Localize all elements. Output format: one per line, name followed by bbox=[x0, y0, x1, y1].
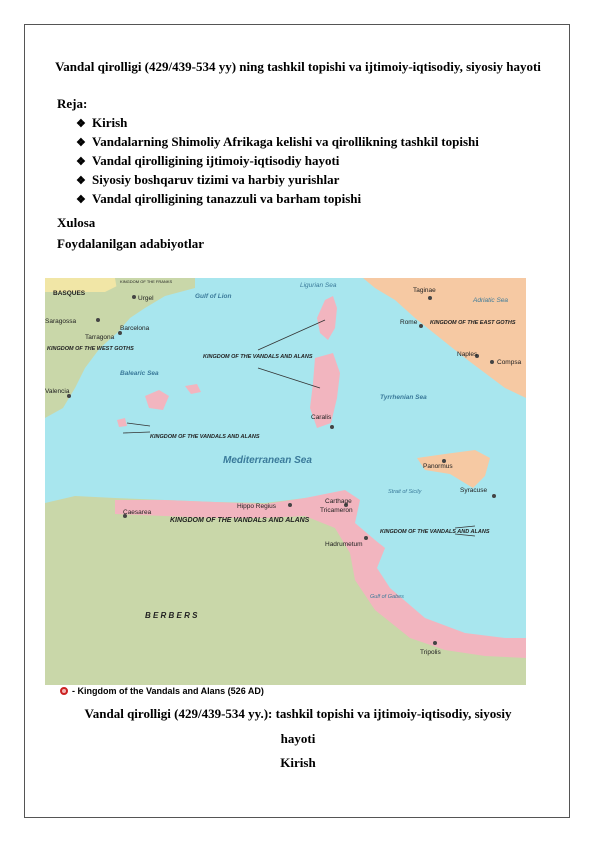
map-label-mediterranean: Mediterranean Sea bbox=[223, 455, 312, 466]
map-label-rome: Rome bbox=[400, 319, 418, 326]
map-label-panormus: Panormus bbox=[423, 463, 453, 470]
map-label-west-goths: KINGDOM OF THE WEST GOTHS bbox=[47, 346, 134, 352]
conclusion-label: Xulosa bbox=[57, 215, 96, 230]
diamond-bullet-icon: ❖ bbox=[76, 137, 86, 149]
map-label-naples: Naples bbox=[457, 351, 478, 358]
plan-item: ❖ Vandal qirolligining tanazzuli va barham topishi bbox=[76, 189, 479, 208]
diamond-bullet-icon: ❖ bbox=[76, 175, 86, 187]
plan-label: Reja: bbox=[57, 96, 88, 111]
map-label-compsa: Compsa bbox=[497, 359, 522, 366]
plan-item: ❖ Vandalarning Shimoliy Afrikaga kelishi va qirollikning tashkil topishi bbox=[76, 132, 479, 151]
historical-map bbox=[45, 278, 526, 685]
map-label-valencia: Valencia bbox=[45, 388, 70, 395]
map-label-balearic-sea: Balearic Sea bbox=[120, 370, 159, 377]
map-label-adriatic-sea: Adriatic Sea bbox=[473, 297, 509, 304]
map-label-syracuse: Syracuse bbox=[460, 487, 488, 494]
diamond-bullet-icon: ❖ bbox=[76, 156, 86, 168]
plan-item: ❖ Siyosiy boshqaruv tizimi va harbiy yurishlar bbox=[76, 170, 479, 189]
map-label-caesarea: Caesarea bbox=[123, 509, 152, 516]
map-label-kingdom-3: KINGDOM OF THE VANDALS AND ALANS bbox=[380, 529, 490, 535]
map-label-saragossa: Saragossa bbox=[45, 318, 77, 325]
map-label-tarragona: Tarragona bbox=[85, 334, 115, 341]
plan-item: ❖ Kirish bbox=[76, 113, 479, 132]
map-label-urgel: Urgel bbox=[138, 295, 154, 302]
map-label-carthage: Carthage bbox=[325, 498, 352, 505]
caption-line-2: hayoti bbox=[280, 731, 316, 746]
map-label-strait-sicily: Strait of Sicily bbox=[388, 489, 422, 495]
section-heading: Kirish bbox=[280, 755, 316, 770]
legend-circle-icon bbox=[60, 687, 68, 695]
map-label-east-goths: KINGDOM OF THE EAST GOTHS bbox=[430, 320, 516, 326]
map-label-tyrrhenian-sea: Tyrrhenian Sea bbox=[380, 394, 427, 401]
map-label-kingdom-2: KINGDOM OF THE VANDALS AND ALANS bbox=[150, 434, 260, 440]
map-label-ligurian-sea: Ligurian Sea bbox=[300, 282, 337, 289]
references-label: Foydalanilgan adabiyotlar bbox=[57, 236, 204, 251]
diamond-bullet-icon: ❖ bbox=[76, 194, 86, 206]
map-label-taginae: Taginae bbox=[413, 287, 436, 294]
diamond-bullet-icon: ❖ bbox=[76, 118, 86, 130]
map-label-franks: KINGDOM OF THE FRANKS bbox=[120, 279, 173, 284]
map-label-kingdom-main: KINGDOM OF THE VANDALS AND ALANS bbox=[170, 517, 310, 524]
map-legend bbox=[60, 686, 264, 696]
map-label-caralis: Caralis bbox=[311, 414, 332, 421]
map-label-gulf-lion: Gulf of Lion bbox=[195, 293, 232, 300]
legend-text: - Kingdom of the Vandals and Alans (526 AD) bbox=[72, 686, 264, 696]
map-label-hadrumetum: Hadrumetum bbox=[325, 541, 363, 548]
document-title: Vandal qirolligi (429/439-534 yy) ning tashkil topishi va ijtimoiy-iqtisodiy, siyosiy hayoti bbox=[55, 59, 541, 74]
map-label-barcelona: Barcelona bbox=[120, 325, 150, 332]
map-label-basques: BASQUES bbox=[53, 290, 86, 297]
map-label-kingdom-1: KINGDOM OF THE VANDALS AND ALANS bbox=[203, 354, 313, 360]
map-label-tricameron: Tricameron bbox=[320, 507, 353, 514]
plan-item: ❖ Vandal qirolligining ijtimoiy-iqtisodiy hayoti bbox=[76, 151, 479, 170]
caption-line-1: Vandal qirolligi (429/439-534 yy.): tashkil topishi va ijtimoiy-iqtisodiy, siyosiy bbox=[84, 706, 512, 721]
map-label-tripolis: Tripolis bbox=[420, 649, 441, 656]
map-label-gulf-gabes: Gulf of Gabes bbox=[370, 594, 404, 600]
map-label-berbers: B E R B E R S bbox=[145, 611, 198, 620]
map-label-hippo-regius: Hippo Regius bbox=[237, 503, 277, 510]
plan-list bbox=[76, 113, 479, 208]
